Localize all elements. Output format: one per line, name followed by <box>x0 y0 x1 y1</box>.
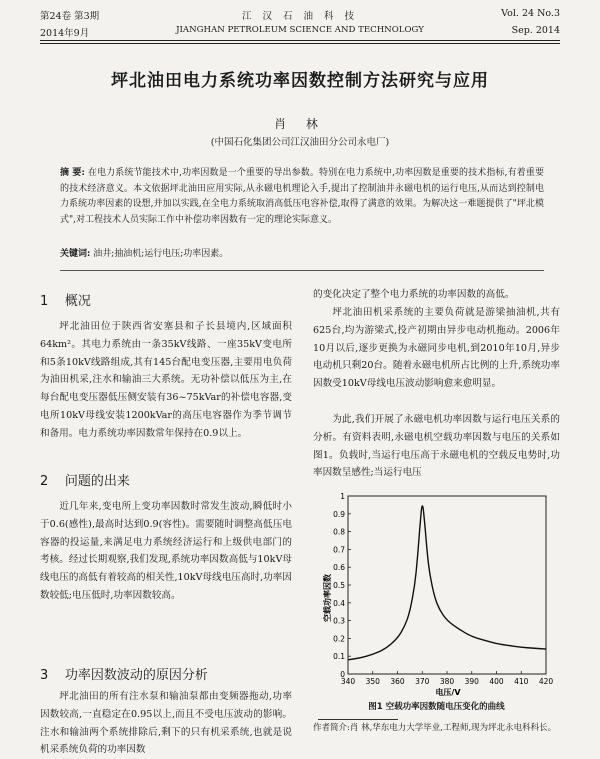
abstract-text: 在电力系统节能技术中,功率因数是一个重要的导出参数。特别在电力系统中,功率因数是重要的技术指标,有着重要的技术经济意义。本文依据坪北油田应用实际,从永磁电机理论入手,提出了控制油井永磁电机的运行电压,从而达到控制电力系统功率因素的设想,并加以实践,在全电力系统取消高低压电容补偿,取得了满意的效果。为解决这一难题提供了"坪北模式",对工程技术人员实际工作中补偿功率因数有一定的理论实际意义。 <box>60 168 544 225</box>
author-footnote: 作者简介:肖 林,华东电力大学毕业,工程师,现为坪北永电科科长。 <box>313 723 557 733</box>
keywords-label: 关键词: <box>60 249 91 259</box>
y-axis-label: 空载功率因数 <box>323 574 332 622</box>
section-3-text: 坪北油田的所有注水泵和输油泵都由变频器拖动,功率因数较高,一直稳定在0.95以上,而且不受电压波动的影响。注水和输油两个系统排除后,剩下的只有机采系统,也就是说机采系统负荷的功率因数 <box>40 691 292 756</box>
figure-caption: 图1 空载功率因数随电压变化的曲线 <box>368 702 505 712</box>
issue-date: 2014年9月 <box>40 28 90 39</box>
x-tick-label: 400 <box>489 677 504 686</box>
y-tick-label: 0.8 <box>333 527 345 537</box>
y-tick-label: 0.3 <box>333 616 345 626</box>
abstract-rule <box>60 270 544 271</box>
y-tick-label: 0.2 <box>333 634 345 644</box>
x-tick-label: 380 <box>439 677 455 686</box>
x-tick-label: 340 <box>340 677 356 686</box>
volume-en: Vol. 24 No.3 <box>501 8 560 19</box>
keywords-text: 油井;抽油机;运行电压;功率因素。 <box>93 249 229 259</box>
volume-issue: 第24卷 第3期 <box>40 11 100 22</box>
section-title: 问题的出来 <box>64 474 130 489</box>
y-tick-label: 0.7 <box>333 545 345 555</box>
section-heading <box>40 664 292 683</box>
x-tick-label: 360 <box>390 677 405 686</box>
y-tick-label: 0.1 <box>333 652 345 662</box>
voltage-power-factor-chart <box>318 488 558 698</box>
x-tick-label: 390 <box>464 677 479 686</box>
header-rule-2 <box>40 43 560 44</box>
author: 肖 林 <box>274 117 326 131</box>
journal-name-en: JIANGHAN PETROLEUM SCIENCE AND TECHNOLOGY <box>176 25 424 35</box>
right-para-2: 为此,我们开展了永磁电机功率因数与运行电压关系的分析。有资料表明,永磁电机空载功率因数与电压的关系如图1。负载时,当运行电压高于永磁电机的空载反电势时,功率因数呈感性;当运行电压 <box>313 414 560 479</box>
y-tick-label: 0.6 <box>333 563 345 573</box>
x-axis-label: 电压/V <box>435 688 461 697</box>
x-tick-label: 350 <box>365 677 380 686</box>
section-heading <box>40 470 292 489</box>
y-tick-label: 1 <box>340 492 345 501</box>
journal-name-cn: 江 汉 石 油 科 技 <box>241 11 359 22</box>
article-title: 坪北油田电力系统功率因数控制方法研究与应用 <box>111 71 489 91</box>
date-en: Sep. 2014 <box>511 25 560 36</box>
x-tick-label: 420 <box>538 677 554 686</box>
footnote-rule <box>318 719 398 720</box>
section-title: 概况 <box>64 294 91 309</box>
y-tick-label: 0.9 <box>333 509 345 519</box>
plot-frame <box>348 496 546 674</box>
x-tick-label: 370 <box>415 677 430 686</box>
right-para-0: 的变化决定了整个电力系统的功率因数的高低。 <box>313 289 515 300</box>
y-tick-label: 0 <box>340 670 345 679</box>
keywords <box>60 246 544 259</box>
x-tick-label: 410 <box>514 677 529 686</box>
y-tick-label: 0.4 <box>333 598 345 608</box>
section-title: 功率因数波动的原因分析 <box>64 668 208 683</box>
header-rule <box>40 40 560 41</box>
section-1-text: 坪北油田位于陕西省安塞县和子长县境内,区域面积64km²。其电力系统由一条35kV线路、一座35kV变电所和5条10kV线路组成,其有145台配电变压器,主要用电负荷为油田机采,注水和输油三大系统。无功补偿以低压为主,在每台配电变压器低压侧安装有36~75kVar的补偿电容器,变电所10kV母线安装1200kVar的高压电容器作为季节调节和备用。电力系统功率因数常年保持在0.9以上。 <box>40 321 292 439</box>
section-number: 2 <box>40 474 49 489</box>
plot-area <box>333 492 553 686</box>
section-number: 1 <box>40 294 49 309</box>
section-number: 3 <box>40 668 49 683</box>
abstract <box>60 166 544 228</box>
right-para-1: 坪北油田机采系统的主要负荷就是游梁抽油机,共有625台,均为游梁式,投产初期由异步电动机拖动。2006年10月以后,逐步更换为永磁同步电机,到2010年10月,异步电动机只剩20台。随着永磁电机所占比例的上升,系统功率因数受10kV母线电压波动影响愈来愈明显。 <box>313 307 560 390</box>
affiliation: (中国石化集团公司江汉油田分公司永电厂) <box>210 137 390 148</box>
abstract-label: 摘 要: <box>60 168 85 178</box>
section-heading <box>40 290 292 309</box>
y-tick-label: 0.5 <box>333 581 345 590</box>
section-2-text: 近几年来,变电所上变功率因数时常发生波动,瞬低时小于0.6(感性),最高时达到0.9(容性)。需要随时调整高低压电容器的投运量,来满足电力系统经济运行和上级供电部门的考核。经过长期观察,我们发现,系统功率因数高低与10kV母线电压的高低有着较高的相关性,10kV母线电压高时,功率因数较低;电压低时,功率因数较高。 <box>40 501 292 601</box>
power-factor-curve <box>348 506 546 660</box>
